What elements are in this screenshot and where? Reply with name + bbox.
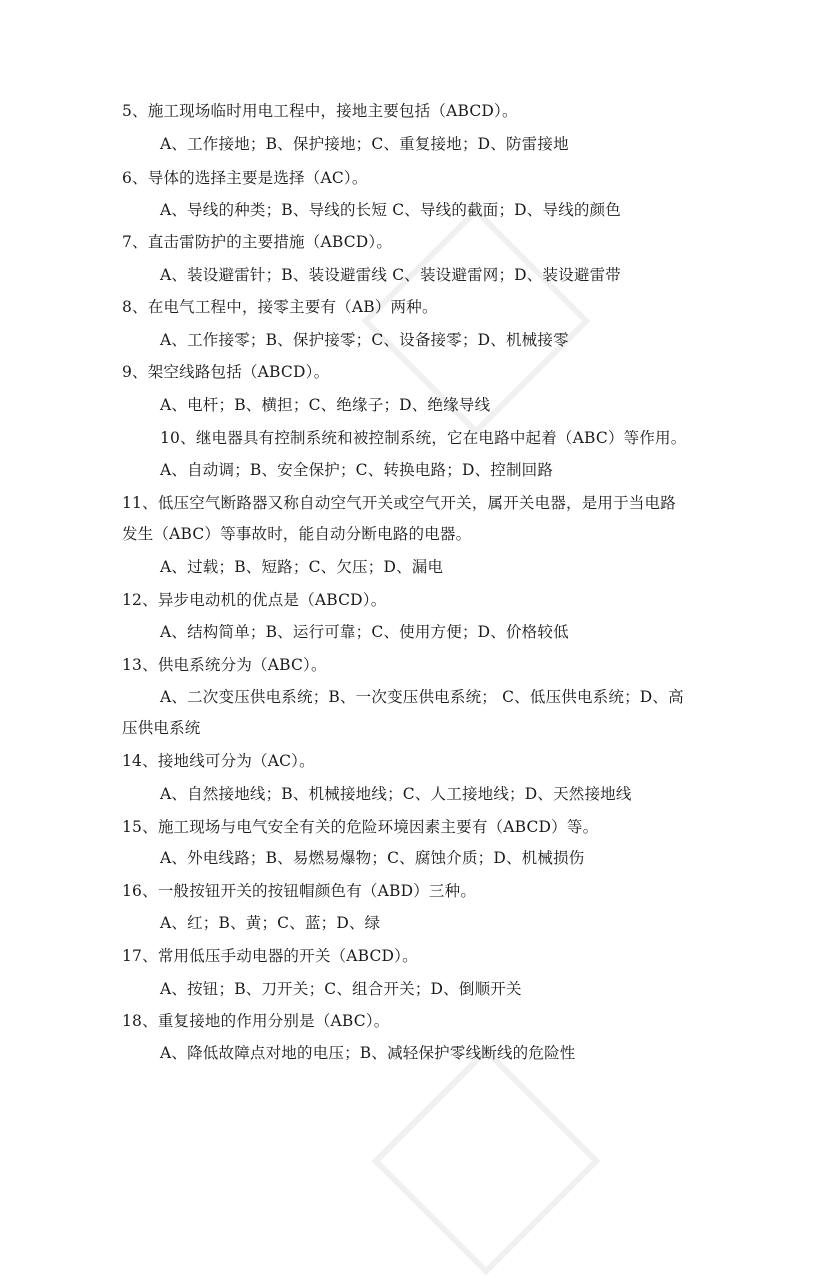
answer-line: A、降低故障点对地的电压；B、减轻保护零线断线的危险性 (160, 1044, 576, 1062)
watermark-mark (371, 1046, 600, 1275)
question-line: 发生（ABC）等事故时，能自动分断电路的电器。 (122, 525, 472, 543)
answer-line: A、外电线路；B、易燃易爆物；C、腐蚀介质；D、机械损伤 (160, 849, 585, 867)
answer-line: A、工作接地；B、保护接地；C、重复接地；D、防雷接地 (160, 135, 569, 153)
question-line: 15、施工现场与电气安全有关的危险环境因素主要有（ABCD）等。 (122, 818, 599, 836)
answer-line: A、二次变压供电系统；B、一次变压供电系统； C、低压供电系统；D、高 (160, 688, 684, 706)
answer-line: A、红；B、黄；C、蓝；D、绿 (160, 914, 381, 932)
answer-line: A、电杆；B、横担；C、绝缘子；D、绝缘导线 (160, 396, 491, 414)
question-line: 17、常用低压手动电器的开关（ABCD）。 (122, 947, 418, 965)
answer-line: A、自然接地线；B、机械接地线；C、人工接地线；D、天然接地线 (160, 785, 632, 803)
answer-line: A、导线的种类；B、导线的长短 C、导线的截面；D、导线的颜色 (160, 201, 621, 219)
answer-line: A、装设避雷针；B、装设避雷线 C、装设避雷网；D、装设避雷带 (160, 266, 621, 284)
answer-line: A、自动调；B、安全保护；C、转换电路；D、控制回路 (160, 461, 554, 479)
answer-line: 10、继电器具有控制系统和被控制系统，它在电路中起着（ABC）等作用。 (160, 429, 687, 447)
question-line: 13、供电系统分为（ABC）。 (122, 656, 327, 674)
question-line: 8、在电气工程中，接零主要有（AB）两种。 (122, 298, 438, 316)
answer-line: A、按钮；B、刀开关；C、组合开关；D、倒顺开关 (160, 980, 522, 998)
question-line: 7、直击雷防护的主要措施（ABCD）。 (122, 233, 393, 251)
question-line: 18、重复接地的作用分别是（ABC）。 (122, 1012, 390, 1030)
question-line: 压供电系统 (122, 719, 201, 737)
question-line: 5、施工现场临时用电工程中，接地主要包括（ABCD）。 (122, 102, 518, 120)
question-line: 6、导体的选择主要是选择（AC）。 (122, 169, 368, 187)
question-line: 16、一般按钮开关的按钮帽颜色有（ABD）三种。 (122, 882, 477, 900)
answer-line: A、工作接零；B、保护接零；C、设备接零；D、机械接零 (160, 331, 569, 349)
question-line: 14、接地线可分为（AC）。 (122, 752, 315, 770)
question-line: 9、架空线路包括（ABCD）。 (122, 363, 330, 381)
answer-line: A、过载；B、短路；C、欠压；D、漏电 (160, 558, 444, 576)
question-line: 12、异步电动机的优点是（ABCD）。 (122, 591, 387, 609)
question-line: 11、低压空气断路器又称自动空气开关或空气开关，属开关电器，是用于当电路 (122, 494, 676, 512)
answer-line: A、结构简单；B、运行可靠；C、使用方便；D、价格较低 (160, 623, 569, 641)
